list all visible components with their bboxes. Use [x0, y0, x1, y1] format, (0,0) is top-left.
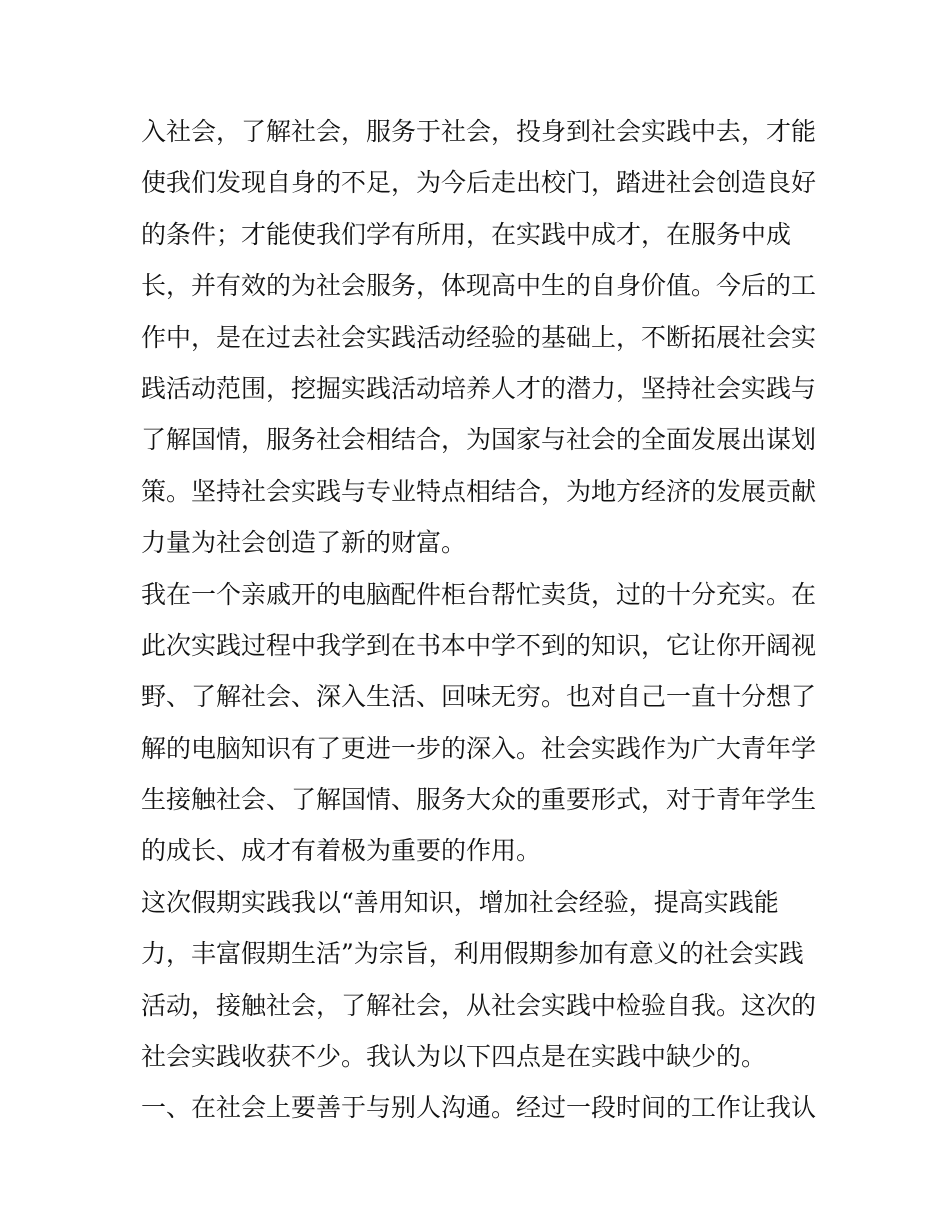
text-line: 的条件；才能使我们学有所用，在实践中成才，在服务中成 — [141, 219, 792, 249]
text-line: 我在一个亲戚开的电脑配件柜台帮忙卖货，过的十分充实。在 — [141, 579, 817, 609]
text-line: 策。坚持社会实践与专业特点相结合，为地方经济的发展贡献 — [141, 476, 817, 506]
text-line: 此次实践过程中我学到在书本中学不到的知识，它让你开阔视 — [141, 630, 817, 660]
body-text — [141, 106, 821, 1134]
text-line: 力，丰富假期生活”为宗旨，利用假期参加有意义的社会实践 — [141, 939, 804, 969]
text-line: 作中，是在过去社会实践活动经验的基础上，不断拓展社会实 — [141, 322, 817, 352]
text-line: 使我们发现自身的不足，为今后走出校门，踏进社会创造良好 — [141, 168, 817, 198]
text-line: 的成长、成才有着极为重要的作用。 — [141, 836, 542, 866]
text-line: 解的电脑知识有了更进一步的深入。社会实践作为广大青年学 — [141, 733, 817, 763]
text-line: 野、了解社会、深入生活、回味无穷。也对自己一直十分想了 — [141, 682, 817, 712]
text-line: 生接触社会、了解国情、服务大众的重要形式，对于青年学生 — [141, 785, 817, 815]
text-line: 了解国情，服务社会相结合，为国家与社会的全面发展出谋划 — [141, 425, 817, 455]
text-line: 力量为社会创造了新的财富。 — [141, 528, 467, 558]
text-line: 社会实践收获不少。我认为以下四点是在实践中缺少的。 — [141, 1042, 767, 1072]
text-line: 活动，接触社会，了解社会，从社会实践中检验自我。这次的 — [141, 990, 817, 1020]
text-line: 这次假期实践我以“善用知识，增加社会经验，提高实践能 — [141, 887, 779, 917]
text-line: 践活动范围，挖掘实践活动培养人才的潜力，坚持社会实践与 — [141, 373, 817, 403]
text-line: 入社会，了解社会，服务于社会，投身到社会实践中去，才能 — [141, 117, 817, 146]
text-line: 一、在社会上要善于与别人沟通。经过一段时间的工作让我认 — [141, 1093, 817, 1123]
text-line: 长，并有效的为社会服务，体现高中生的自身价值。今后的工 — [141, 271, 817, 301]
